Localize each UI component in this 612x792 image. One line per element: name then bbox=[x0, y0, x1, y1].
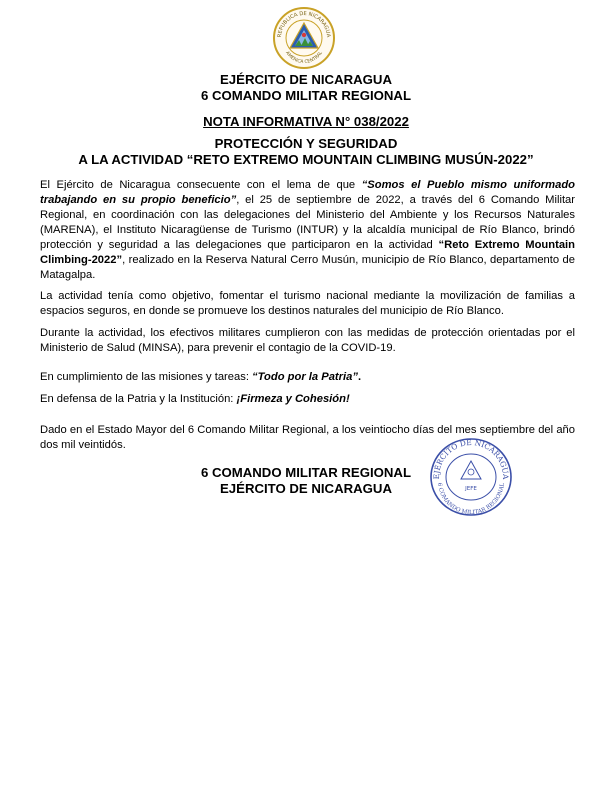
seal-ring-text-bottom: AMERICA CENTRAL bbox=[284, 50, 324, 66]
stamp-ring-text-top: EJÉRCITO DE NICARAGUA bbox=[431, 437, 511, 480]
p1-motto: “Somos el Pueblo mismo uniformado trabajando en su propio beneficio” bbox=[40, 179, 575, 206]
organization-name: EJÉRCITO DE NICARAGUA bbox=[220, 72, 392, 87]
signature-line-2: EJÉRCITO DE NICARAGUA bbox=[220, 481, 392, 496]
paragraph-3 bbox=[40, 326, 575, 356]
title-line-1: PROTECCIÓN Y SEGURIDAD bbox=[214, 136, 398, 151]
p5-text-a: En defensa de la Patria y la Institución: bbox=[40, 393, 237, 405]
signature-line-1: 6 COMANDO MILITAR REGIONAL bbox=[200, 465, 411, 480]
svg-text:EJÉRCITO DE NICARAGUA bbox=[432, 438, 510, 480]
p1-event-name: “Reto Extremo Mountain Climbing-2022” bbox=[40, 239, 575, 266]
p4-text-c: . bbox=[357, 371, 362, 383]
stamp-center-text: JEFE bbox=[465, 486, 477, 492]
p4-text-a: En cumplimiento de las misiones y tareas: bbox=[40, 371, 253, 383]
note-number bbox=[0, 114, 612, 130]
seal-ring-text-top: REPUBLICA DE NICARAGUA bbox=[276, 10, 332, 38]
note-number-text: NOTA INFORMATIVA N° 038/2022 bbox=[203, 114, 409, 129]
stamp-ring-text-bottom: 6 COMANDO MILITAR REGIONAL bbox=[436, 482, 506, 517]
official-stamp-icon bbox=[421, 437, 521, 517]
paragraph-1 bbox=[40, 178, 575, 283]
p1-text-a: El Ejército de Nicaragua consecuente con el lema de que bbox=[40, 179, 362, 191]
p5-motto: ¡Firmeza y Cohesión! bbox=[236, 393, 350, 405]
p4-motto: “Todo por la Patria” bbox=[252, 371, 358, 383]
paragraph-4 bbox=[40, 370, 575, 385]
p6-text: Dado en el Estado Mayor del 6 Comando Militar Regional, a los veintiocho días del mes septiembre del año dos mil veintidós. bbox=[40, 424, 575, 451]
p1-text-c: , el 25 de septiembre de 2022, a través del 6 Comando Militar Regional, en coordinación con las delegaciones del Ministerio del Ambiente y los Recursos Naturales (MARENA), el Instituto Nicaragüense de Turismo (INTUR) y la alcaldía municipal de Río Blanco, brindó protección y seguridad a las delegaciones que participaron en la actividad bbox=[40, 194, 575, 251]
paragraph-2 bbox=[40, 289, 575, 319]
unit-name: 6 COMANDO MILITAR REGIONAL bbox=[200, 88, 411, 103]
title-line-2: A LA ACTIVIDAD “RETO EXTREMO MOUNTAIN CLIMBING MUSÚN-2022” bbox=[78, 152, 534, 167]
p3-text: Durante la actividad, los efectivos militares cumplieron con las medidas de protección orientadas por el Ministerio de Salud (MINSA), para prevenir el contagio de la COVID-19. bbox=[40, 327, 575, 354]
p1-text-e: , realizado en la Reserva Natural Cerro Musún, municipio de Río Blanco, departamento de Matagalpa. bbox=[40, 254, 575, 281]
nicaragua-coat-of-arms-icon bbox=[271, 6, 337, 70]
p2-text: La actividad tenía como objetivo, fomentar el turismo nacional mediante la movilización de familias a espacios seguros, en donde se promueve los destinos naturales del municipio de Río Blanco. bbox=[40, 290, 575, 317]
paragraph-5 bbox=[40, 392, 575, 407]
